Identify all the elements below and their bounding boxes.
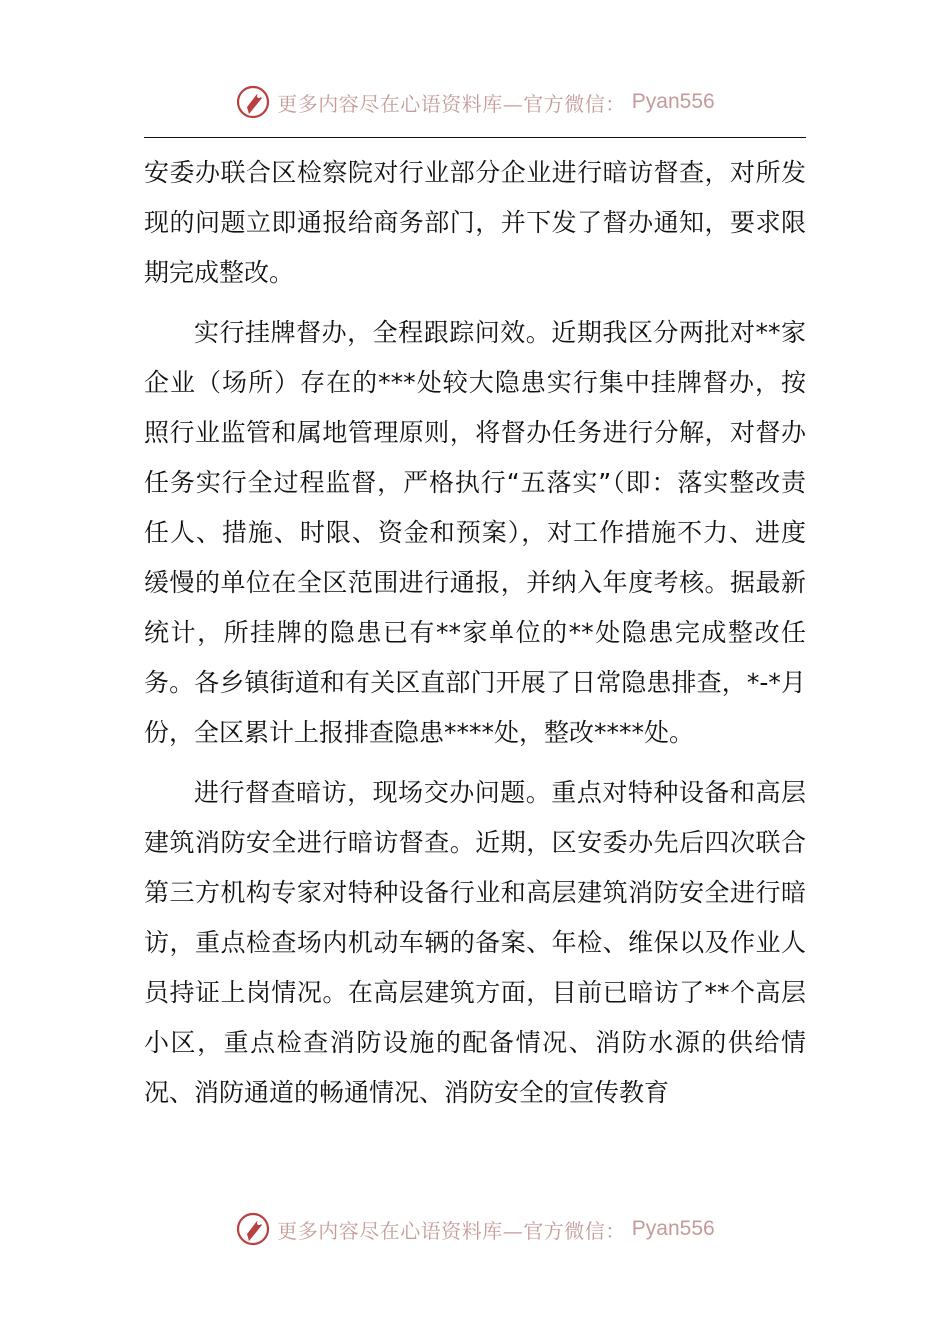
wechat-id: Pyan556 xyxy=(631,1217,715,1240)
pen-nib-icon xyxy=(235,1211,271,1247)
document-body xyxy=(144,148,806,1128)
paragraph-continuation: 安委办联合区检察院对行业部分企业进行暗访督查，对所发现的问题立即通报给商务部门，并下发了督办通知，要求限期完成整改。 xyxy=(144,158,806,287)
brand-text: 更多内容尽在心语资料库—官方微信： xyxy=(277,1218,626,1243)
header-divider xyxy=(144,137,806,138)
pen-nib-icon xyxy=(235,84,271,120)
paragraph-inspection: 进行督查暗访，现场交办问题。重点对特种设备和高层建筑消防安全进行暗访督查。近期，区安委办先后四次联合第三方机构专家对特种设备行业和高层建筑消防安全进行暗访，重点检查场内机动车辆的备案、年检、维保以及作业人员持证上岗情况。在高层建筑方面，目前已暗访了**个高层小区，重点检查消防设施的配备情况、消防水源的供给情况、消防通道的畅通情况、消防安全的宣传教育 xyxy=(144,778,806,1107)
wechat-id: Pyan556 xyxy=(631,90,715,113)
page-footer-watermark xyxy=(0,1211,950,1247)
page-header-watermark xyxy=(0,84,950,120)
paragraph-listed-supervision: 实行挂牌督办，全程跟踪问效。近期我区分两批对**家企业（场所）存在的***处较大隐患实行集中挂牌督办，按照行业监管和属地管理原则，将督办任务进行分解，对督办任务实行全过程监督，严格执行“五落实”（即：落实整改责任人、措施、时限、资金和预案），对工作措施不力、进度缓慢的单位在全区范围进行通报，并纳入年度考核。据最新统计，所挂牌的隐患已有**家单位的**处隐患完成整改任务。各乡镇街道和有关区直部门开展了日常隐患排查，*-*月份，全区累计上报排查隐患****处，整改****处。 xyxy=(144,318,806,747)
brand-text: 更多内容尽在心语资料库—官方微信： xyxy=(277,91,626,116)
